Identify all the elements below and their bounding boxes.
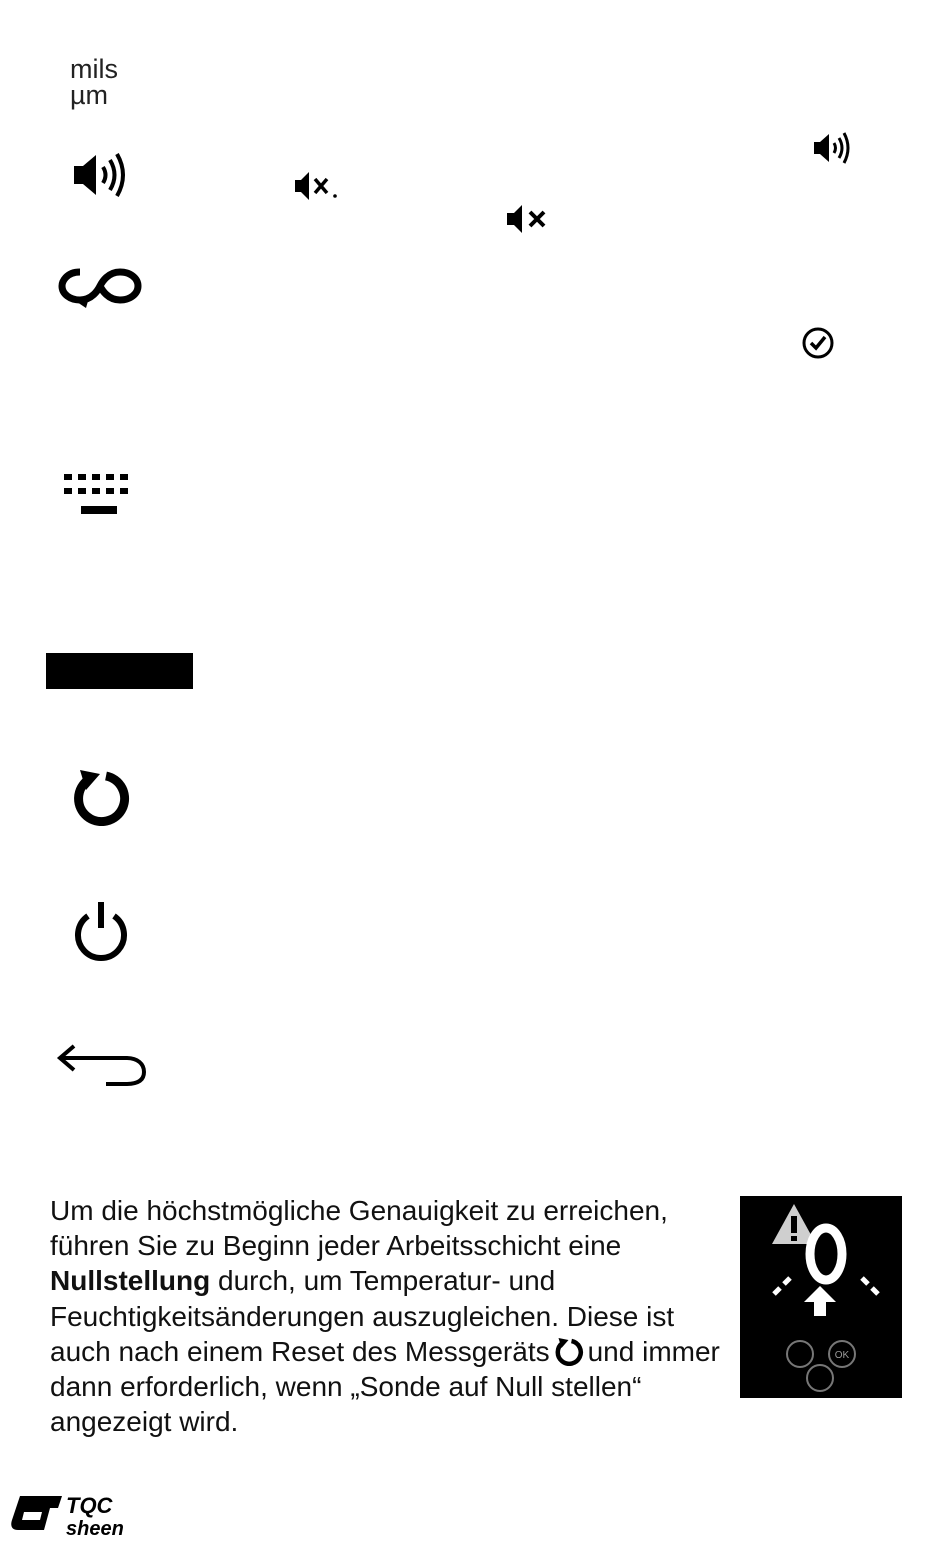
paragraph-text-1: Um die höchstmögliche Genauigkeit zu erreichen, führen Sie zu Beginn jeder Arbeitsschicht eine	[50, 1195, 668, 1262]
speaker-on-icon	[72, 150, 128, 200]
power-icon	[70, 898, 132, 962]
speaker-mute-icon	[506, 202, 550, 236]
probe-icon	[810, 1228, 842, 1280]
speaker-mute-icon	[294, 170, 340, 202]
paragraph-text-3: und immer dann erforderlich, wenn „Sonde auf Null stellen“ angezeigt wird.	[50, 1335, 720, 1438]
back-arrow-icon	[54, 1042, 150, 1092]
arrow-up-icon	[804, 1286, 836, 1316]
paragraph-text-2: durch, um Temperatur- und Feuchtigkeitsänderungen auszugleichen. Diese ist auch nach einem Reset des Messgeräts	[50, 1265, 675, 1367]
units-mils: mils	[70, 54, 118, 84]
tqc-sheen-logo	[10, 1490, 156, 1538]
check-circle-icon	[801, 326, 837, 360]
reset-icon	[70, 766, 132, 826]
redaction-bar	[46, 653, 193, 689]
device-zero-screen	[740, 1196, 902, 1398]
units-micrometer: µm	[70, 80, 109, 110]
zeroing-instruction-paragraph	[50, 1193, 730, 1439]
paragraph-bold-term: Nullstellung	[50, 1265, 211, 1297]
speaker-on-small-icon	[813, 131, 851, 165]
ok-label: OK	[834, 1350, 850, 1361]
infinity-loop-icon	[56, 260, 144, 310]
logo-tqc: TQC	[66, 1493, 113, 1518]
keyboard-icon	[64, 474, 136, 518]
logo-sheen: sheen	[66, 1518, 124, 1538]
units-label	[70, 56, 118, 108]
reset-icon	[552, 1336, 586, 1366]
